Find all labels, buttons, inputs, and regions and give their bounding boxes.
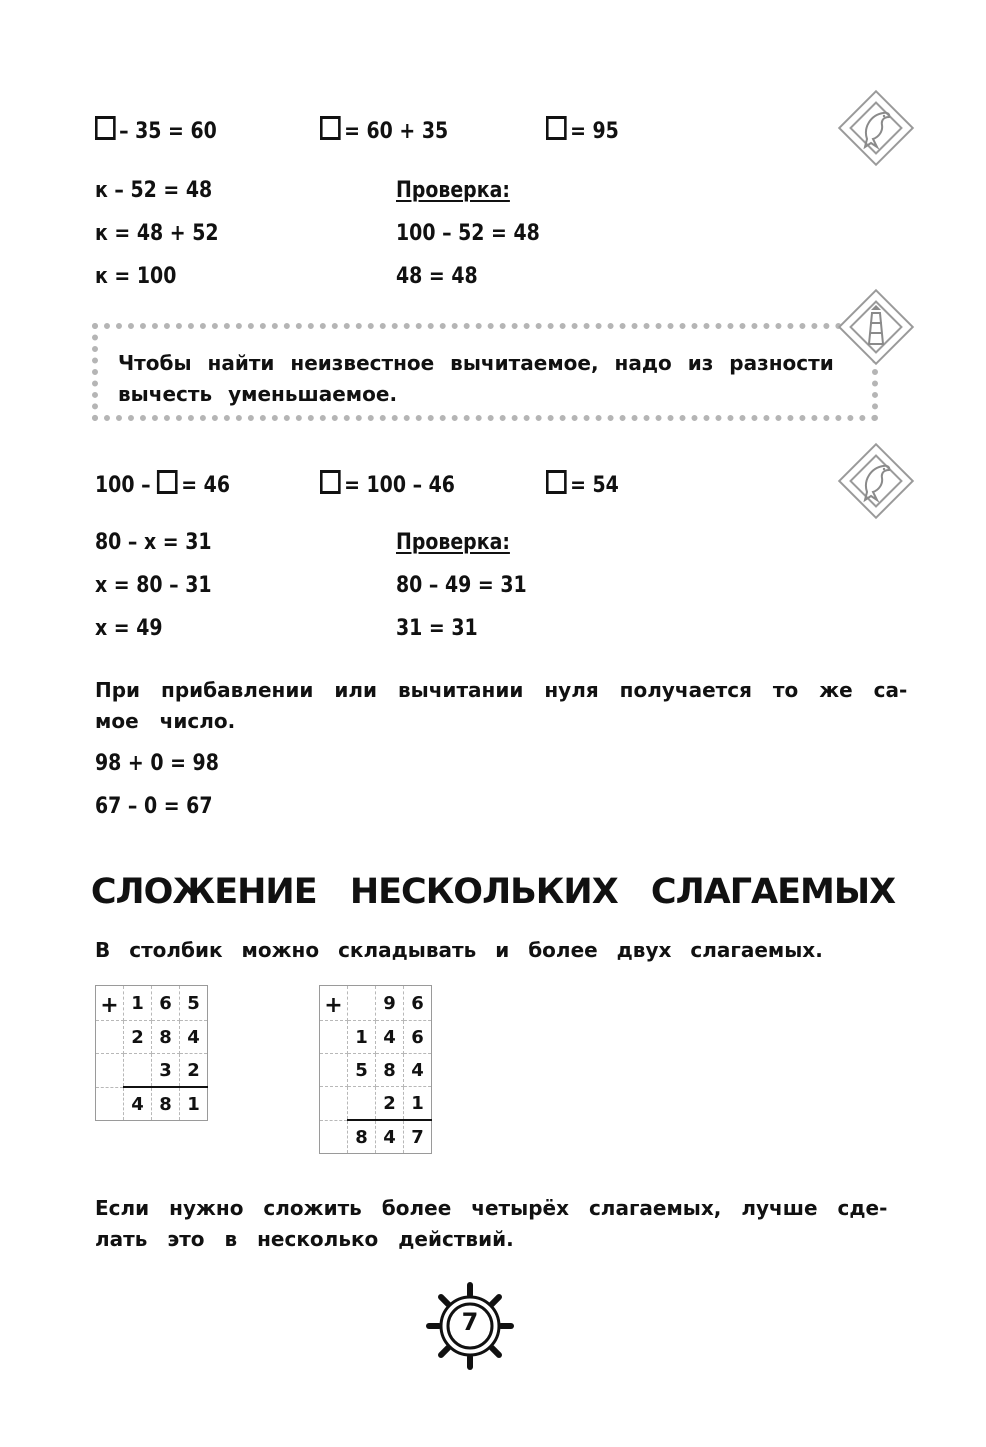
equation-box-result: = 54 <box>546 470 619 499</box>
digit-cell: 4 <box>404 1054 432 1087</box>
column-addition-a <box>95 985 208 1121</box>
digit-cell <box>320 1021 348 1054</box>
sum-cell <box>320 1120 348 1154</box>
plus-sign: + <box>320 986 348 1021</box>
digit-cell: 2 <box>124 1021 152 1054</box>
section-title: СЛОЖЕНИЕ НЕСКОЛЬКИХ СЛАГАЕМЫХ <box>90 872 896 912</box>
digit-cell <box>348 986 376 1021</box>
digit-cell: 8 <box>376 1054 404 1087</box>
intro-text: В столбик можно складывать и более двух слагаемых. <box>95 938 823 962</box>
solution-line: x = 80 – 31 <box>95 573 212 598</box>
digit-cell: 1 <box>348 1021 376 1054</box>
check-label: Проверка: <box>396 530 510 555</box>
sum-cell <box>96 1087 124 1121</box>
solution-line: к – 52 = 48 <box>95 178 213 203</box>
digit-cell: 3 <box>152 1054 180 1088</box>
empty-box <box>546 470 567 494</box>
sum-cell: 4 <box>124 1087 152 1121</box>
column-addition-b <box>319 985 432 1154</box>
digit-cell <box>96 1021 124 1054</box>
check-line: 80 – 49 = 31 <box>396 573 527 598</box>
sum-cell: 4 <box>376 1120 404 1154</box>
sum-cell: 8 <box>152 1087 180 1121</box>
digit-cell: 2 <box>376 1087 404 1121</box>
equation-box-result: = 95 <box>546 116 619 145</box>
digit-cell: 6 <box>152 986 180 1021</box>
empty-box <box>320 116 341 140</box>
zero-rule-line: мое число. <box>95 709 236 733</box>
equation-box-minus: – 35 = 60 <box>95 116 217 145</box>
empty-box <box>95 116 116 140</box>
equation-box-equals-sum: = 60 + 35 <box>320 116 448 145</box>
digit-cell <box>124 1054 152 1088</box>
check-line: 100 – 52 = 48 <box>396 221 540 246</box>
solution-line: x = 49 <box>95 616 163 641</box>
digit-cell <box>320 1087 348 1121</box>
page-number: 7 <box>461 1308 479 1336</box>
empty-box <box>546 116 567 140</box>
digit-cell: 6 <box>404 1021 432 1054</box>
digit-cell: 1 <box>124 986 152 1021</box>
zero-example: 98 + 0 = 98 <box>95 751 219 776</box>
lighthouse-icon <box>837 288 915 366</box>
digit-cell: 5 <box>180 986 208 1021</box>
digit-cell: 4 <box>376 1021 404 1054</box>
digit-cell <box>348 1087 376 1121</box>
digit-cell: 9 <box>376 986 404 1021</box>
digit-cell: 5 <box>348 1054 376 1087</box>
plus-sign: + <box>96 986 124 1021</box>
digit-cell: 4 <box>180 1021 208 1054</box>
check-line: 48 = 48 <box>396 264 478 289</box>
digit-cell: 1 <box>404 1087 432 1121</box>
sum-cell: 1 <box>180 1087 208 1121</box>
solution-line: к = 48 + 52 <box>95 221 219 246</box>
digit-cell: 6 <box>404 986 432 1021</box>
digit-cell: 8 <box>152 1021 180 1054</box>
zero-rule-line: При прибавлении или вычитании нуля получается то же са- <box>95 678 908 702</box>
outro-line: Если нужно сложить более четырёх слагаемых, лучше сде- <box>95 1196 888 1220</box>
outro-line: лать это в несколько действий. <box>95 1227 514 1251</box>
check-label: Проверка: <box>396 178 510 203</box>
digit-cell: 2 <box>180 1054 208 1088</box>
rule-text-line: вычесть уменьшаемое. <box>118 382 398 406</box>
zero-example: 67 – 0 = 67 <box>95 794 213 819</box>
digit-cell <box>96 1054 124 1088</box>
dolphin-icon <box>837 89 915 167</box>
equation-box-equals-diff: = 100 – 46 <box>320 470 455 499</box>
empty-box <box>320 470 341 494</box>
sum-cell: 7 <box>404 1120 432 1154</box>
solution-line: к = 100 <box>95 264 177 289</box>
rule-text-line: Чтобы найти неизвестное вычитаемое, надо из разности <box>118 351 834 375</box>
equation-subtract-box: 100 – = 46 <box>95 470 230 499</box>
digit-cell <box>320 1054 348 1087</box>
dolphin-icon <box>837 442 915 520</box>
check-line: 31 = 31 <box>396 616 478 641</box>
solution-line: 80 – x = 31 <box>95 530 212 555</box>
empty-box <box>157 470 178 494</box>
sum-cell: 8 <box>348 1120 376 1154</box>
